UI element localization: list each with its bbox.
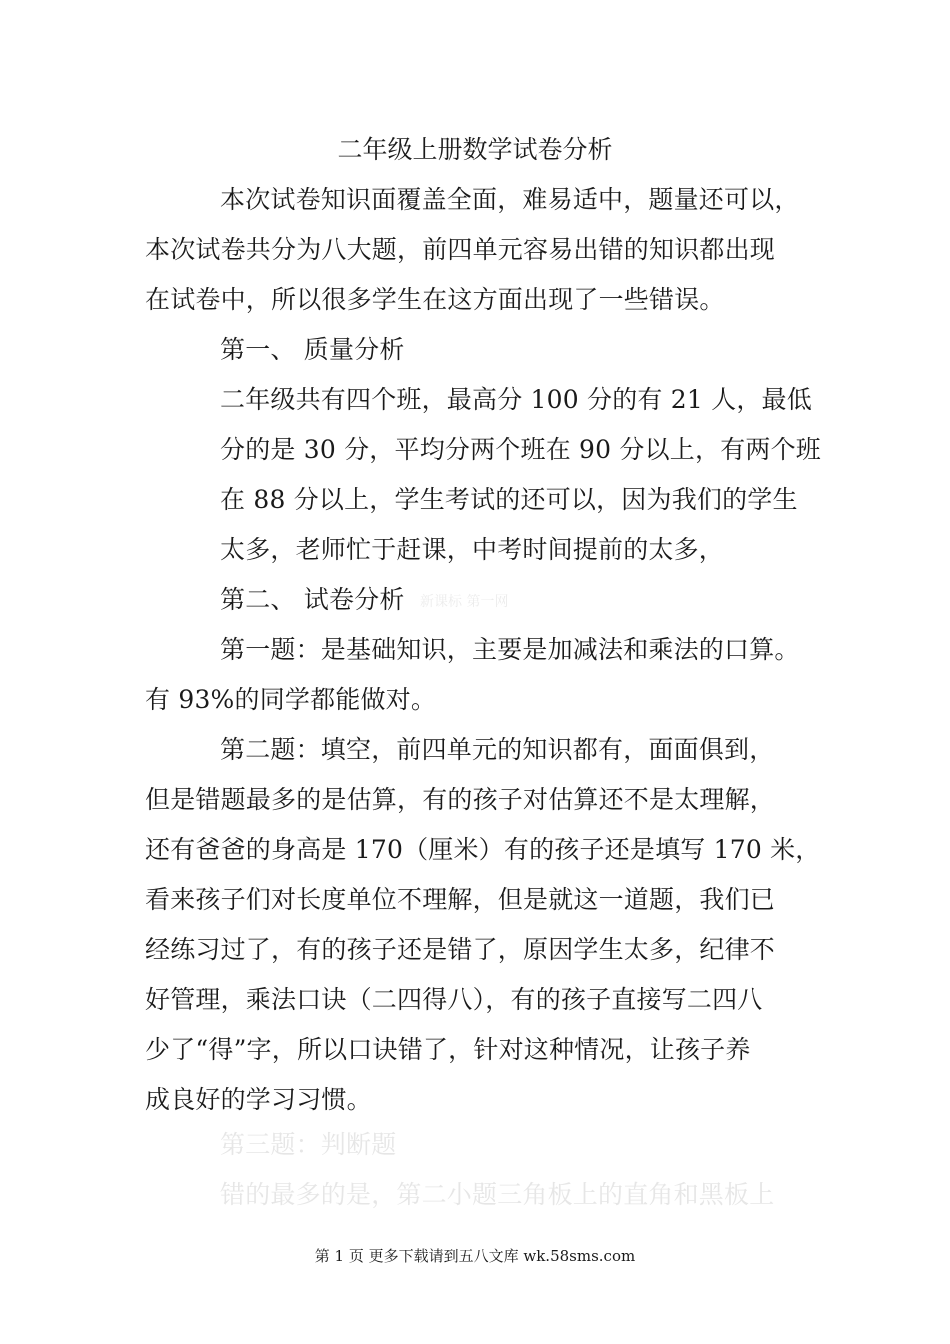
section-heading: 第一、 质量分析 — [220, 335, 405, 364]
section-heading: 第二、 试卷分析 — [220, 585, 405, 614]
page-footer: 第 1 页 更多下载请到五八文库 wk.58sms.com — [314, 1247, 636, 1265]
paragraph-line: 本次试卷共分为八大题，前四单元容易出错的知识都出现 — [145, 235, 776, 264]
paragraph-line: 少了“得”字，所以口诀错了，针对这种情况，让孩子养 — [145, 1035, 751, 1064]
paragraph-line: 太多，老师忙于赶课，中考时间提前的太多， — [220, 535, 725, 564]
watermark-text: 新课标 第一网 — [420, 594, 509, 610]
paragraph-line: 二年级共有四个班，最高分 100 分的有 21 人，最低 — [220, 385, 812, 414]
paragraph-line: 经练习过了，有的孩子还是错了，原因学生太多，纪律不 — [145, 935, 776, 964]
paragraph-line: 第一题：是基础知识，主要是加减法和乘法的口算。 — [220, 635, 800, 664]
document-title: 二年级上册数学试卷分析 — [337, 135, 613, 164]
paragraph-line: 但是错题最多的是估算，有的孩子对估算还不是太理解， — [145, 785, 776, 814]
faded-section-heading: 第三题：判断题 — [220, 1130, 397, 1159]
paragraph-line: 本次试卷知识面覆盖全面，难易适中，题量还可以， — [220, 185, 800, 214]
paragraph-line: 还有爸爸的身高是 170（厘米）有的孩子还是填写 170 米， — [145, 835, 821, 864]
paragraph-line: 第二题：填空，前四单元的知识都有，面面俱到， — [220, 735, 775, 764]
faded-paragraph-line: 错的最多的是，第二小题三角板上的直角和黑板上 — [220, 1180, 775, 1209]
paragraph-line: 在试卷中，所以很多学生在这方面出现了一些错误。 — [145, 285, 725, 314]
paragraph-line: 好管理，乘法口诀（二四得八），有的孩子直接写二四八 — [145, 985, 763, 1014]
paragraph-line: 成良好的学习习惯。 — [145, 1085, 372, 1114]
paragraph-line: 分的是 30 分，平均分两个班在 90 分以上，有两个班 — [220, 435, 822, 464]
paragraph-line: 有 93%的同学都能做对。 — [145, 685, 437, 714]
paragraph-line: 在 88 分以上，学生考试的还可以，因为我们的学生 — [220, 485, 798, 514]
paragraph-line: 看来孩子们对长度单位不理解，但是就这一道题，我们已 — [145, 885, 776, 914]
